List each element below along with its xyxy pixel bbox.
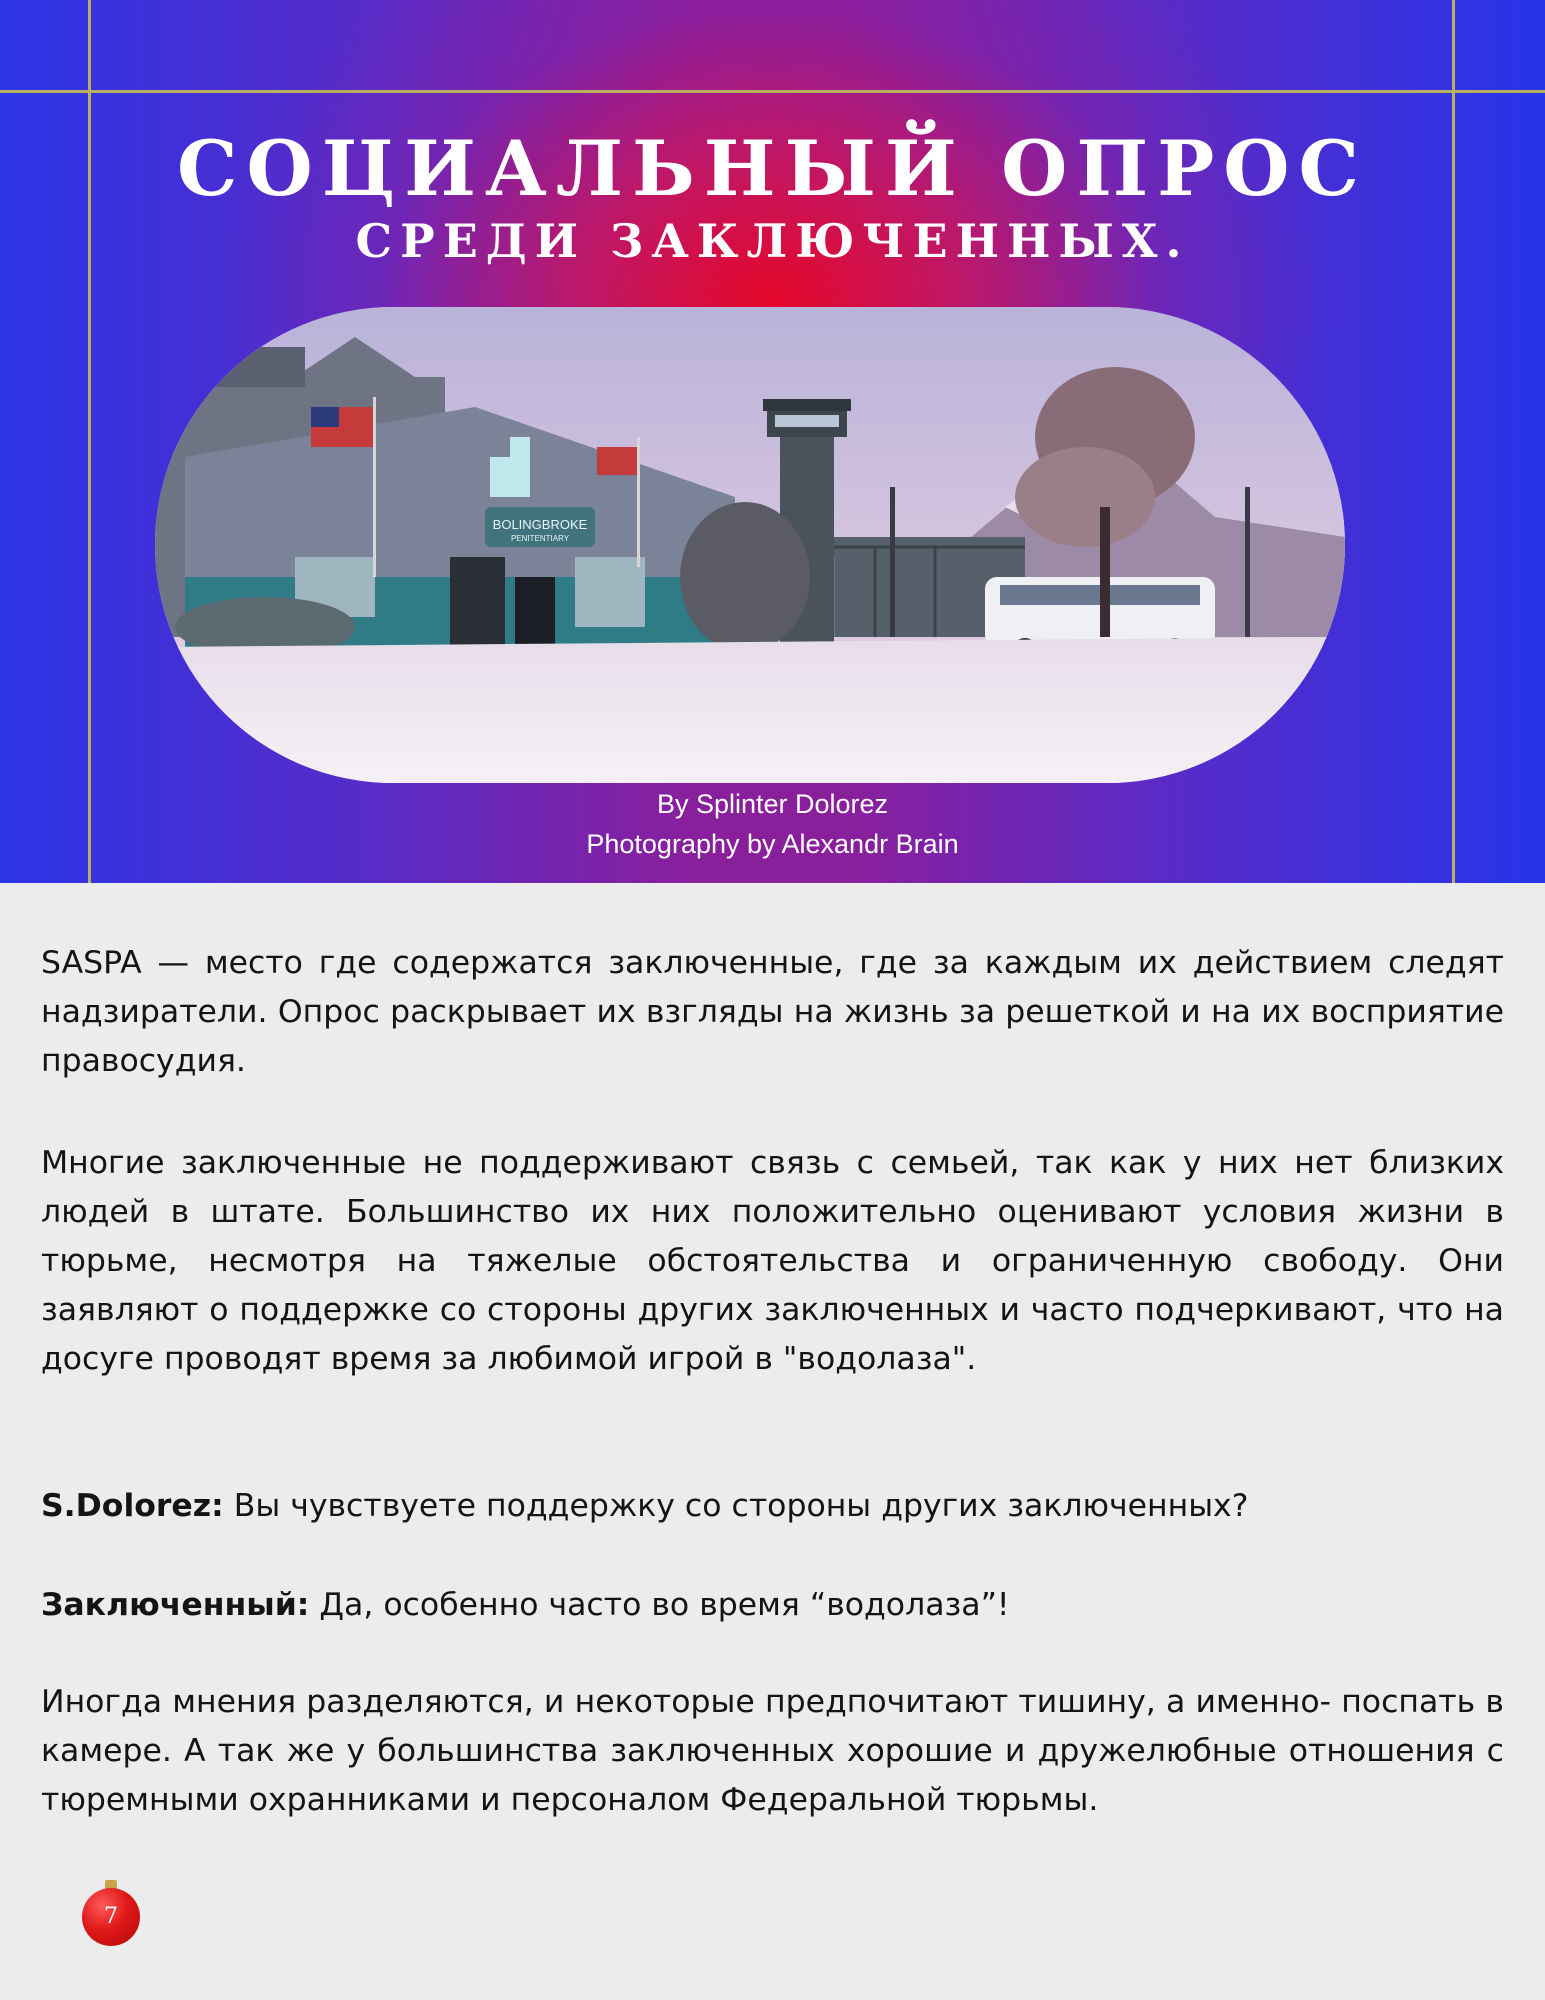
speaker-label: S.Dolorez:	[41, 1488, 224, 1524]
header-banner	[0, 0, 1545, 883]
decorative-rule	[0, 90, 1545, 93]
body-paragraph: Многие заключенные не поддерживают связь с семьей, так как у них нет близких людей в штате. Большинство их них положительно оценивают условия жизни в тюрьме, несмотря на тяжелые обстоятельства и ограниченную свободу. Они заявляют о поддержке со стороны других заключенных и часто подчеркивают, что на досуге проводят время за любимой игрой в "водолаза".	[41, 1145, 1504, 1377]
byline: By Splinter Dolorez	[656, 789, 889, 819]
svg-text:BOLINGBROKE: BOLINGBROKE	[492, 517, 588, 532]
photo-credit: Photography by Alexandr Brain	[586, 829, 959, 859]
speaker-label: Заключенный:	[41, 1587, 310, 1623]
answer-text: Да, особенно часто во время “водолаза”!	[309, 1587, 1010, 1623]
svg-text:PENITENTIARY: PENITENTIARY	[510, 534, 570, 543]
question-text: Вы чувствуете поддержку со стороны других заключенных?	[223, 1488, 1249, 1524]
article-title: СОЦИАЛЬНЫЙ ОПРОС	[177, 124, 1368, 213]
closing-paragraph: Иногда мнения разделяются, и некоторые предпочитают тишину, а именно- поспать в камере. А так же у большинства заключенных хорошие и дружелюбные отношения с тюремными охранниками и персоналом Федеральной тюрьмы.	[41, 1684, 1504, 1818]
article-subtitle: СРЕДИ ЗАКЛЮЧЕННЫХ.	[355, 214, 1190, 268]
interview-question	[41, 1482, 1504, 1531]
page-number-ornament	[82, 1880, 140, 1950]
page-number: 7	[104, 1904, 118, 1929]
interview-answer	[41, 1581, 1504, 1630]
intro-paragraph: SASPA — место где содержатся заключенные, где за каждым их действием следят надзиратели. Опрос раскрывает их взгляды на жизнь за решеткой и на их восприятие правосудия.	[41, 945, 1504, 1079]
prison-photo	[155, 307, 1345, 783]
